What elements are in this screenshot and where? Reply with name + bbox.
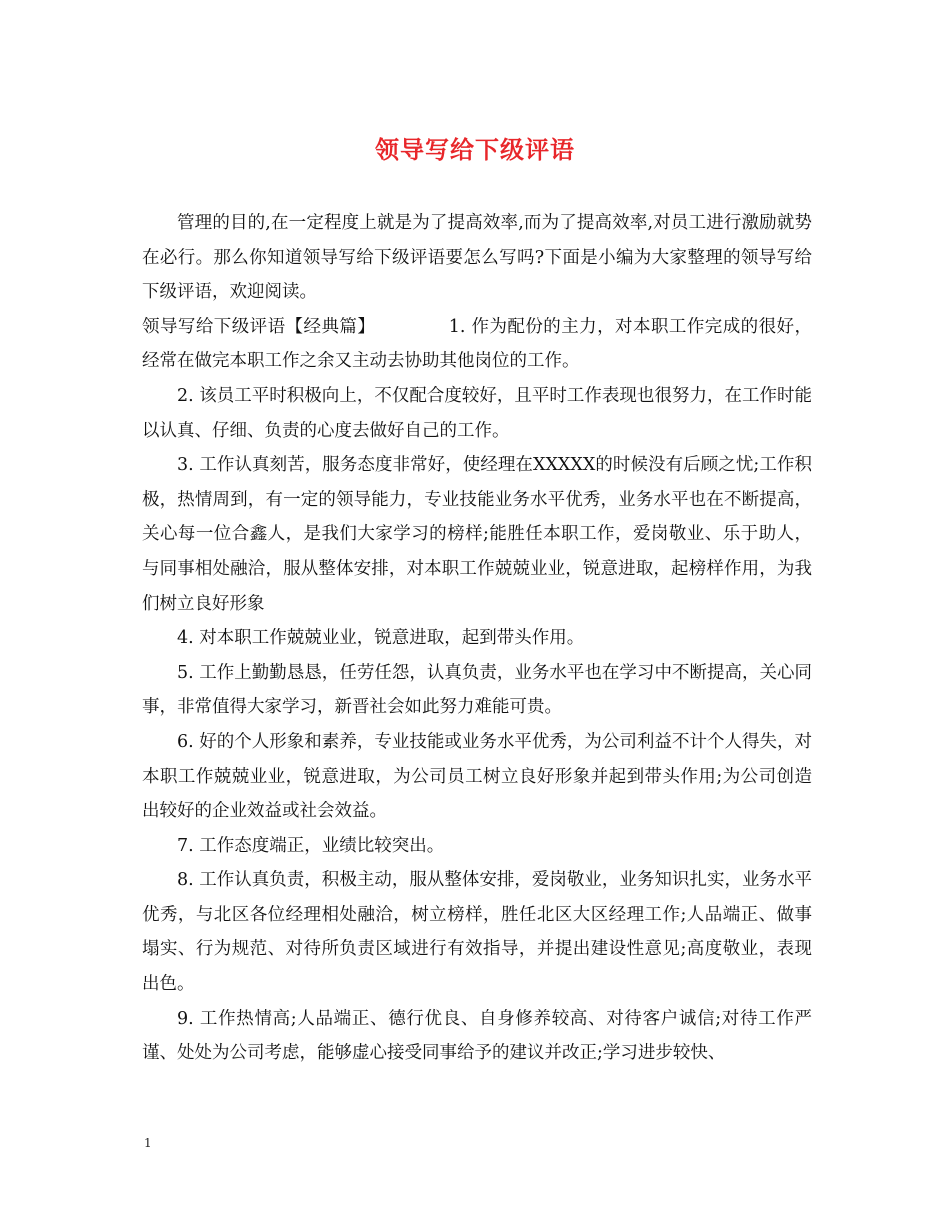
section-label: 领导写给下级评语【经典篇】 [142,316,376,337]
list-item-7: 7. 工作态度端正，业绩比较突出。 [177,835,445,856]
list-item-9: 9. 工作热情高;人品端正、德行优良、自身修养较高、对待客户诚信;对待工作严谨、处处为公司考虑，能够虚心接受同事给予的建议并改正;学习进步较快、 [142,1008,812,1064]
section-paragraph [142,310,812,379]
document-body [142,206,812,1071]
list-item-8: 8. 工作认真负责，积极主动，服从整体安排，爱岗敬业，业务知识扎实，业务水平优秀，与北区各位经理相处融洽，树立榜样，胜任北区大区经理工作;人品端正、做事塌实、行为规范、对待所负责区域进行有效指导，并提出建设性意见;高度敬业，表现出色。 [142,870,812,995]
list-item-2: 2. 该员工平时积极向上，不仅配合度较好，且平时工作表现也很努力，在工作时能以认真、仔细、负责的心度去做好自己的工作。 [142,385,812,441]
list-item-3: 3. 工作认真刻苦，服务态度非常好，使经理在XXXXX的时候没有后顾之忧;工作积极，热情周到，有一定的领导能力，专业技能业务水平优秀，业务水平也在不断提高，关心每一位合鑫人，是我们大家学习的榜样;能胜任本职工作，爱岗敬业、乐于助人，与同事相处融洽，服从整体安排，对本职工作兢兢业业，锐意进取，起榜样作用，为我们树立良好形象 [142,455,812,614]
list-item-1: 1. 作为配份的主力，对本职工作完成的很好，经常在做完本职工作之余又主动去协助其他岗位的工作。 [142,316,813,372]
list-item-6: 6. 好的个人形象和素养，专业技能或业务水平优秀，为公司利益不计个人得失，对本职工作兢兢业业，锐意进取，为公司员工树立良好形象并起到带头作用;为公司创造出较好的企业效益或社会效益。 [142,731,812,822]
page-number: 1 [144,1136,152,1150]
list-item-5: 5. 工作上勤勤恳恳，任劳任怨，认真负责，业务水平也在学习中不断提高，关心同事，非常值得大家学习，新晋社会如此努力难能可贵。 [142,662,812,718]
intro-paragraph: 管理的目的,在一定程度上就是为了提高效率,而为了提高效率,对员工进行激励就势在必行。那么你知道领导写给下级评语要怎么写吗?下面是小编为大家整理的领导写给下级评语，欢迎阅读。 [142,213,812,303]
document-title: 领导写给下级评语 [375,135,575,164]
list-item-4: 4. 对本职工作兢兢业业，锐意进取，起到带头作用。 [177,628,585,649]
